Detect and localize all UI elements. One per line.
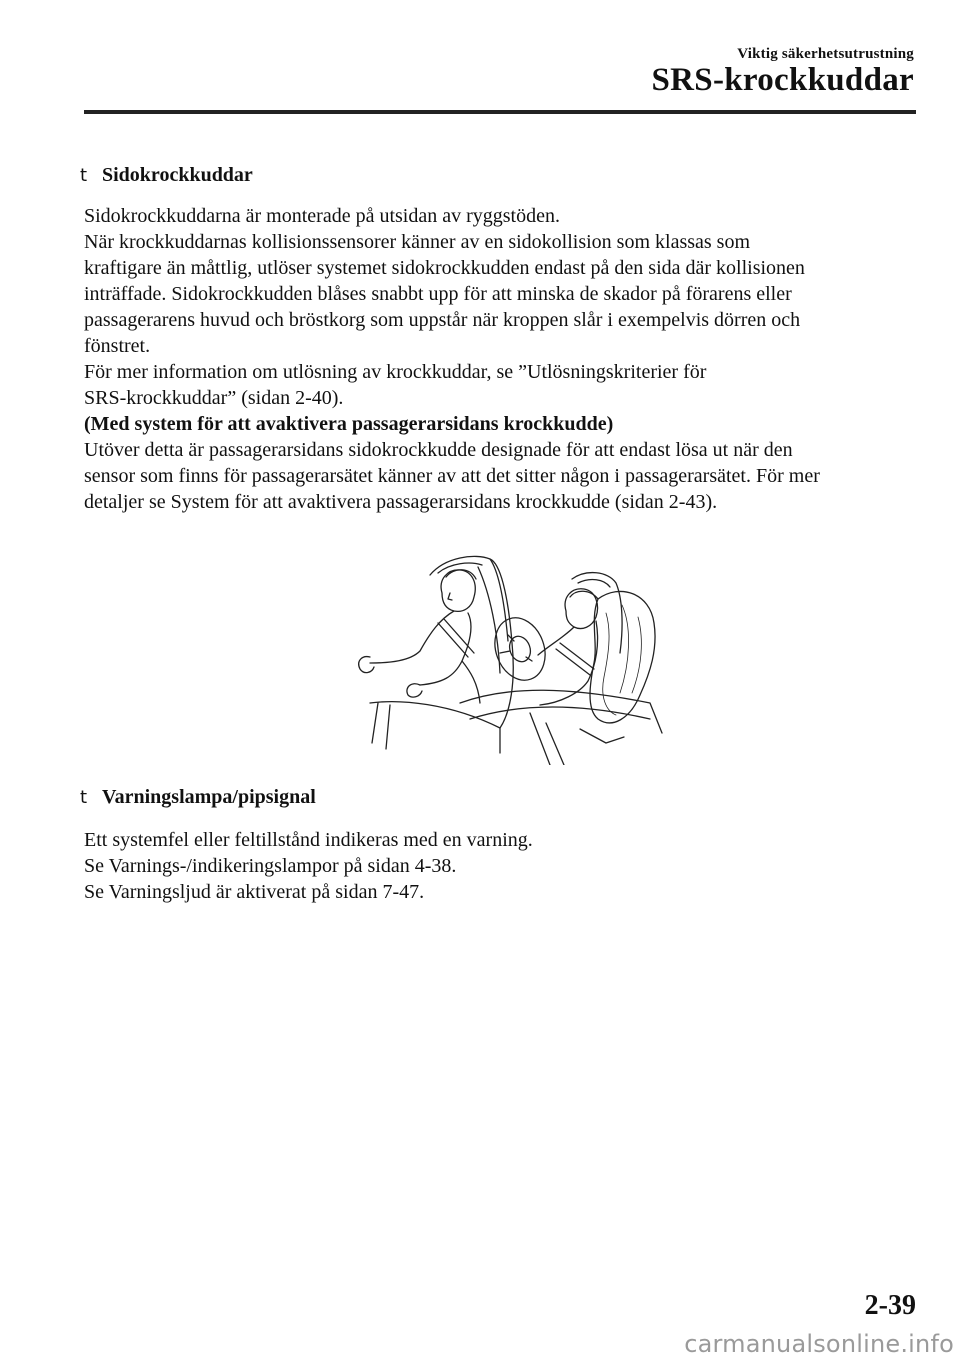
condition-note: (Med system för att avaktivera passagerarsidans krockkudde): [84, 413, 614, 435]
side-airbags-body: [84, 203, 924, 515]
paragraph-line: sensor som finns för passagerarsätet känner av att det sitter någon i passagerarsätet. För mer: [84, 465, 820, 487]
paragraph-line: SRS-krockkuddar” (sidan 2-40).: [84, 387, 344, 409]
side-airbag-illustration: [350, 553, 670, 765]
paragraph-line: passagerarens huvud och bröstkorg som uppstår när kroppen slår i exempelvis dörren och: [84, 309, 801, 331]
cross-reference-link[interactable]: Se Varnings-/indikeringslampor på sidan 4-38.: [84, 855, 457, 877]
watermark: carmanualsonline.info: [684, 1330, 954, 1358]
bullet-icon: t: [80, 165, 88, 186]
section-heading-text: Varningslampa/pipsignal: [102, 786, 316, 808]
section-heading-text: Sidokrockkuddar: [102, 164, 253, 186]
paragraph-line: För mer information om utlösning av krockkuddar, se ”Utlösningskriterier för: [84, 361, 707, 383]
bullet-icon: t: [80, 787, 88, 808]
paragraph-line: Ett systemfel eller feltillstånd indikeras med en varning.: [84, 829, 533, 851]
header-divider: [84, 110, 916, 114]
paragraph-line: Utöver detta är passagerarsidans sidokrockkudde designade för att endast lösa ut när den: [84, 439, 793, 461]
page-number: 2-39: [864, 1290, 916, 1321]
chapter-subtitle: Viktig säkerhetsutrustning: [737, 46, 914, 62]
paragraph-line: kraftigare än måttlig, utlöser systemet sidokrockkudden endast på den sida där kollisionen: [84, 257, 805, 279]
paragraph-line: Sidokrockkuddarna är monterade på utsidan av ryggstöden.: [84, 205, 560, 227]
paragraph-line: inträffade. Sidokrockkudden blåses snabbt upp för att minska de skador på förarens eller: [84, 283, 792, 305]
page-title: SRS-krockkuddar: [651, 62, 914, 98]
paragraph-line: detaljer se System för att avaktivera passagerarsidans krockkudde (sidan 2-43).: [84, 491, 718, 513]
warning-body: [84, 827, 924, 905]
cross-reference-link[interactable]: Se Varningsljud är aktiverat på sidan 7-47.: [84, 881, 425, 903]
paragraph-line: När krockkuddarnas kollisionssensorer känner av en sidokollision som klassas som: [84, 231, 751, 253]
paragraph-line: fönstret.: [84, 335, 151, 357]
section-heading-side-airbags: [80, 164, 253, 187]
section-heading-warning: [80, 786, 316, 809]
